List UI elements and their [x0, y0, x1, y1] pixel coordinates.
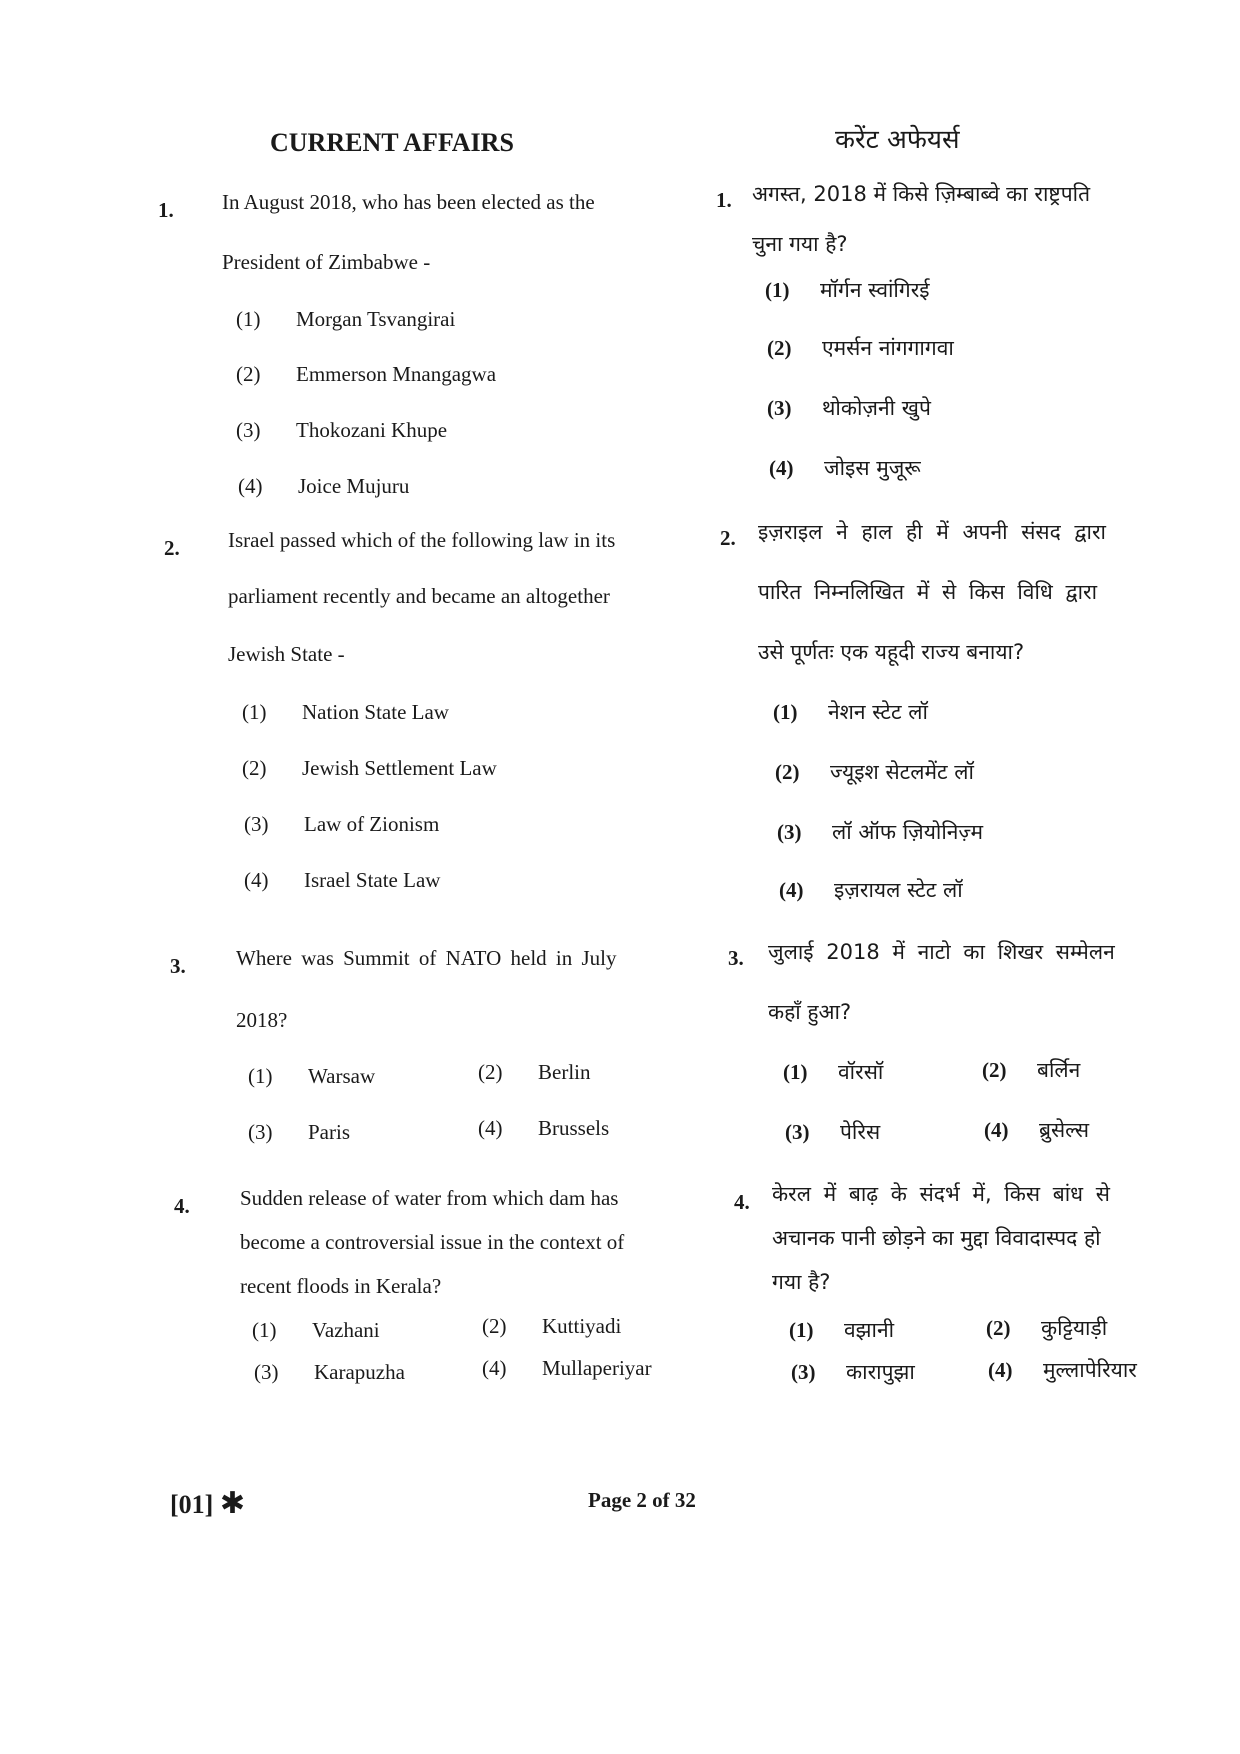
- page-number: Page 2 of 32: [588, 1488, 696, 1512]
- option: (4) Joice Mujuru: [238, 474, 410, 498]
- question-line: केरल में बाढ़ के संदर्भ में, किस बांध से: [772, 1182, 1110, 1206]
- option: (2) बर्लिन: [982, 1058, 1081, 1082]
- question-line: President of Zimbabwe -: [222, 250, 431, 274]
- question-line: become a controversial issue in the context of: [240, 1230, 625, 1254]
- question-number: 2.: [164, 536, 180, 560]
- option: (3) Paris: [248, 1120, 350, 1144]
- option: (2) कुट्टियाड़ी: [986, 1316, 1108, 1340]
- option: (2) Emmerson Mnangagwa: [236, 362, 497, 386]
- question-line: गया है?: [772, 1270, 831, 1294]
- option: (3) कारापुझा: [791, 1360, 915, 1384]
- booklet-code: [170, 1486, 245, 1521]
- question-line: जुलाई 2018 में नाटो का शिखर सम्मेलन: [768, 940, 1115, 964]
- question-number: 3.: [170, 954, 186, 978]
- question-line: 2018?: [236, 1008, 288, 1032]
- option: (1) Vazhani: [252, 1318, 380, 1342]
- question-line: चुना गया है?: [752, 232, 848, 256]
- option: (1) वझानी: [789, 1318, 895, 1342]
- option: (4) Israel State Law: [244, 868, 441, 892]
- question-line: recent floods in Kerala?: [240, 1274, 442, 1298]
- option: (3) Thokozani Khupe: [236, 418, 448, 442]
- question-line: पारित निम्नलिखित में से किस विधि द्वारा: [758, 580, 1098, 604]
- option: (1) वॉरसॉ: [783, 1060, 884, 1084]
- option: (1) नेशन स्टेट लॉ: [773, 700, 928, 724]
- option: (2) Berlin: [478, 1060, 591, 1084]
- option: (1) Morgan Tsvangirai: [236, 307, 456, 331]
- option: (2) एमर्सन नांगगागवा: [767, 336, 954, 360]
- option: (4) Mullaperiyar: [482, 1356, 652, 1380]
- page-title-hindi: करेंट अफेयर्स: [835, 125, 960, 155]
- question-number: 1.: [716, 188, 732, 212]
- option: (2) Kuttiyadi: [482, 1314, 622, 1338]
- option: (1) Warsaw: [248, 1064, 376, 1088]
- option: (4) जोइस मुजूरू: [769, 456, 921, 480]
- question-line: उसे पूर्णतः एक यहूदी राज्य बनाया?: [758, 640, 1025, 664]
- option: (3) Karapuzha: [254, 1360, 405, 1384]
- option: (3) Law of Zionism: [244, 812, 440, 836]
- question-line: अगस्त, 2018 में किसे ज़िम्बाब्वे का राष्ट्रपति: [752, 182, 1091, 206]
- question-number: 4.: [734, 1190, 750, 1214]
- option: (3) पेरिस: [785, 1120, 881, 1144]
- option: (4) इज़रायल स्टेट लॉ: [779, 878, 963, 902]
- option: (2) Jewish Settlement Law: [242, 756, 497, 780]
- page-title-english: CURRENT AFFAIRS: [270, 128, 514, 157]
- question-number: 3.: [728, 946, 744, 970]
- option: (4) Brussels: [478, 1116, 610, 1140]
- question-number: 4.: [174, 1194, 190, 1218]
- question-line: Israel passed which of the following law in its: [228, 528, 616, 552]
- question-line: In August 2018, who has been elected as the: [222, 190, 595, 214]
- question-line: इज़राइल ने हाल ही में अपनी संसद द्वारा: [758, 520, 1106, 544]
- option: (3) लॉ ऑफ ज़ियोनिज़्म: [777, 820, 984, 844]
- option: (1) Nation State Law: [242, 700, 449, 724]
- asterisk-icon: ✱: [219, 1486, 245, 1521]
- option: (4) ब्रुसेल्स: [984, 1118, 1090, 1142]
- booklet-code-label: [01]: [170, 1490, 214, 1519]
- question-number: 1.: [158, 198, 174, 222]
- option: (4) मुल्लापेरियार: [988, 1358, 1137, 1382]
- question-line: parliament recently and became an altogether: [228, 584, 610, 608]
- question-line: Sudden release of water from which dam has: [240, 1186, 619, 1210]
- option: (3) थोकोज़नी खुपे: [767, 396, 931, 420]
- question-line: Where was Summit of NATO held in July: [236, 946, 617, 970]
- option: (1) मॉर्गन स्वांगिरई: [765, 278, 930, 302]
- question-number: 2.: [720, 526, 736, 550]
- option: (2) ज्यूइश सेटलमेंट लॉ: [775, 760, 974, 784]
- question-line: अचानक पानी छोड़ने का मुद्दा विवादास्पद हो: [772, 1226, 1101, 1250]
- question-line: कहाँ हुआ?: [768, 1000, 852, 1024]
- question-line: Jewish State -: [228, 642, 345, 666]
